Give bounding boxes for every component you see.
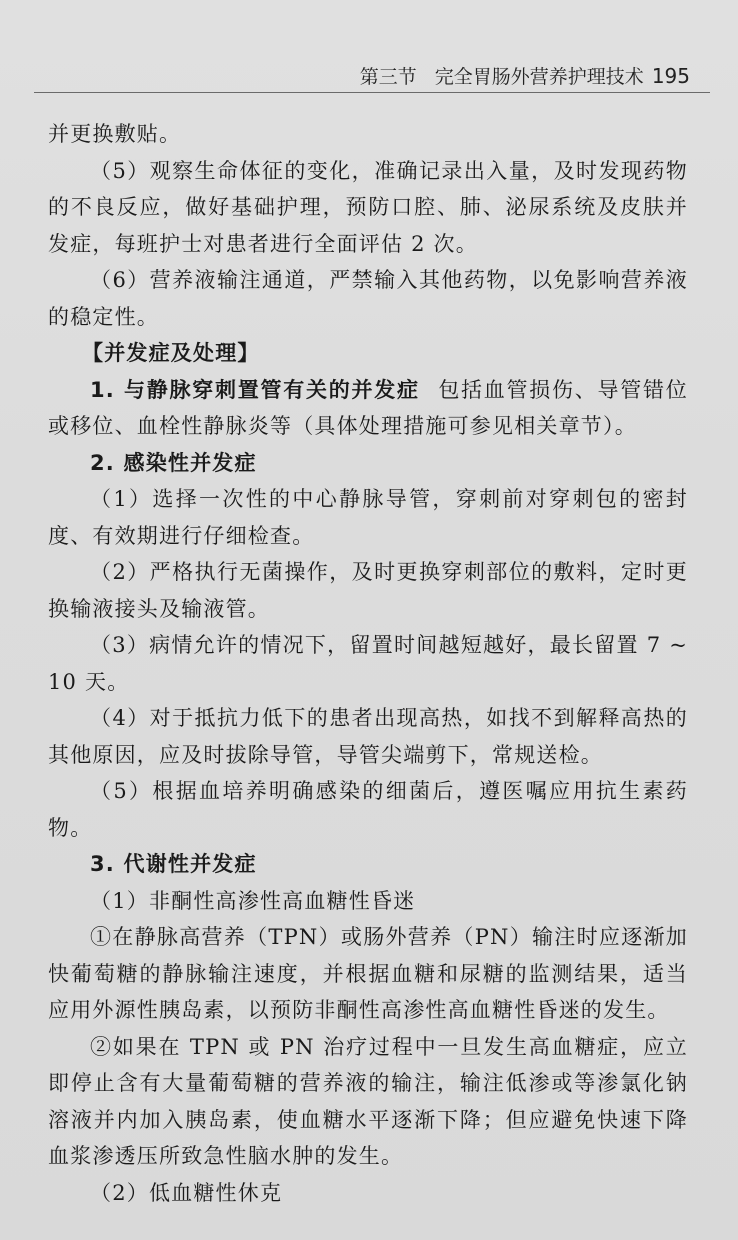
section-2-item-1: （1）选择一次性的中心静脉导管，穿刺前对穿刺包的密封度、有效期进行仔细检查。	[48, 487, 688, 548]
section-2-item-3: （3）病情允许的情况下，留置时间越短越好，最长留置 7 ~ 10 天。	[48, 633, 688, 694]
section-number: 第三节	[359, 66, 417, 88]
paragraph-continuation: 并更换敷贴。	[48, 122, 182, 146]
body-text	[48, 116, 688, 1211]
section-1-text: 包括血管损伤、导管错位或移位、血栓性静脉炎等（具体处理措施可参见相关章节）。	[48, 377, 688, 438]
section-1-paragraph	[48, 372, 688, 445]
section-title: 完全胃肠外营养护理技术	[434, 66, 644, 88]
section-3-item-1b: ②如果在 TPN 或 PN 治疗过程中一旦发生高血糖症，应立即停止含有大量葡萄糖的营养液的输注，输注低渗或等渗氯化钠溶液并内加入胰岛素，使血糖水平逐渐下降；但应避免快速下降血浆渗透压所致急性脑水肿的发生。	[48, 1034, 688, 1168]
paragraph-item-6: （6）营养液输注通道，严禁输入其他药物，以免影响营养液的稳定性。	[48, 268, 688, 329]
section-3-item-1a: ①在静脉高营养（TPN）或肠外营养（PN）输注时应逐渐加快葡萄糖的静脉输注速度，并根据血糖和尿糖的监测结果，适当应用外源性胰岛素，以预防非酮性高渗性高血糖性昏迷的发生。	[48, 925, 688, 1022]
section-2-item-5: （5）根据血培养明确感染的细菌后，遵医嘱应用抗生素药物。	[48, 779, 688, 840]
section-3-item-2: （2）低血糖性休克	[90, 1180, 283, 1205]
section-1-title: 1. 与静脉穿刺置管有关的并发症	[90, 377, 420, 402]
page-number: 195	[651, 64, 690, 88]
section-3-item-1: （1）非酮性高渗性高血糖性昏迷	[90, 888, 416, 913]
running-header	[0, 54, 738, 94]
header-text	[360, 62, 690, 89]
section-3-title: 3. 代谢性并发症	[90, 852, 257, 876]
section-2-item-4: （4）对于抵抗力低下的患者出现高热，如找不到解释高热的其他原因，应及时拔除导管，导管尖端剪下，常规送检。	[48, 706, 688, 767]
paragraph-item-5: （5）观察生命体征的变化，准确记录出入量，及时发现药物的不良反应，做好基础护理，预防口腔、肺、泌尿系统及皮肤并发症，每班护士对患者进行全面评估 2 次。	[48, 158, 688, 256]
section-2-title: 2. 感染性并发症	[90, 450, 257, 475]
header-rule	[34, 92, 710, 93]
section-2-item-2: （2）严格执行无菌操作，及时更换穿刺部位的敷料，定时更换输液接头及输液管。	[48, 560, 688, 621]
complications-heading: 【并发症及处理】	[82, 341, 260, 365]
